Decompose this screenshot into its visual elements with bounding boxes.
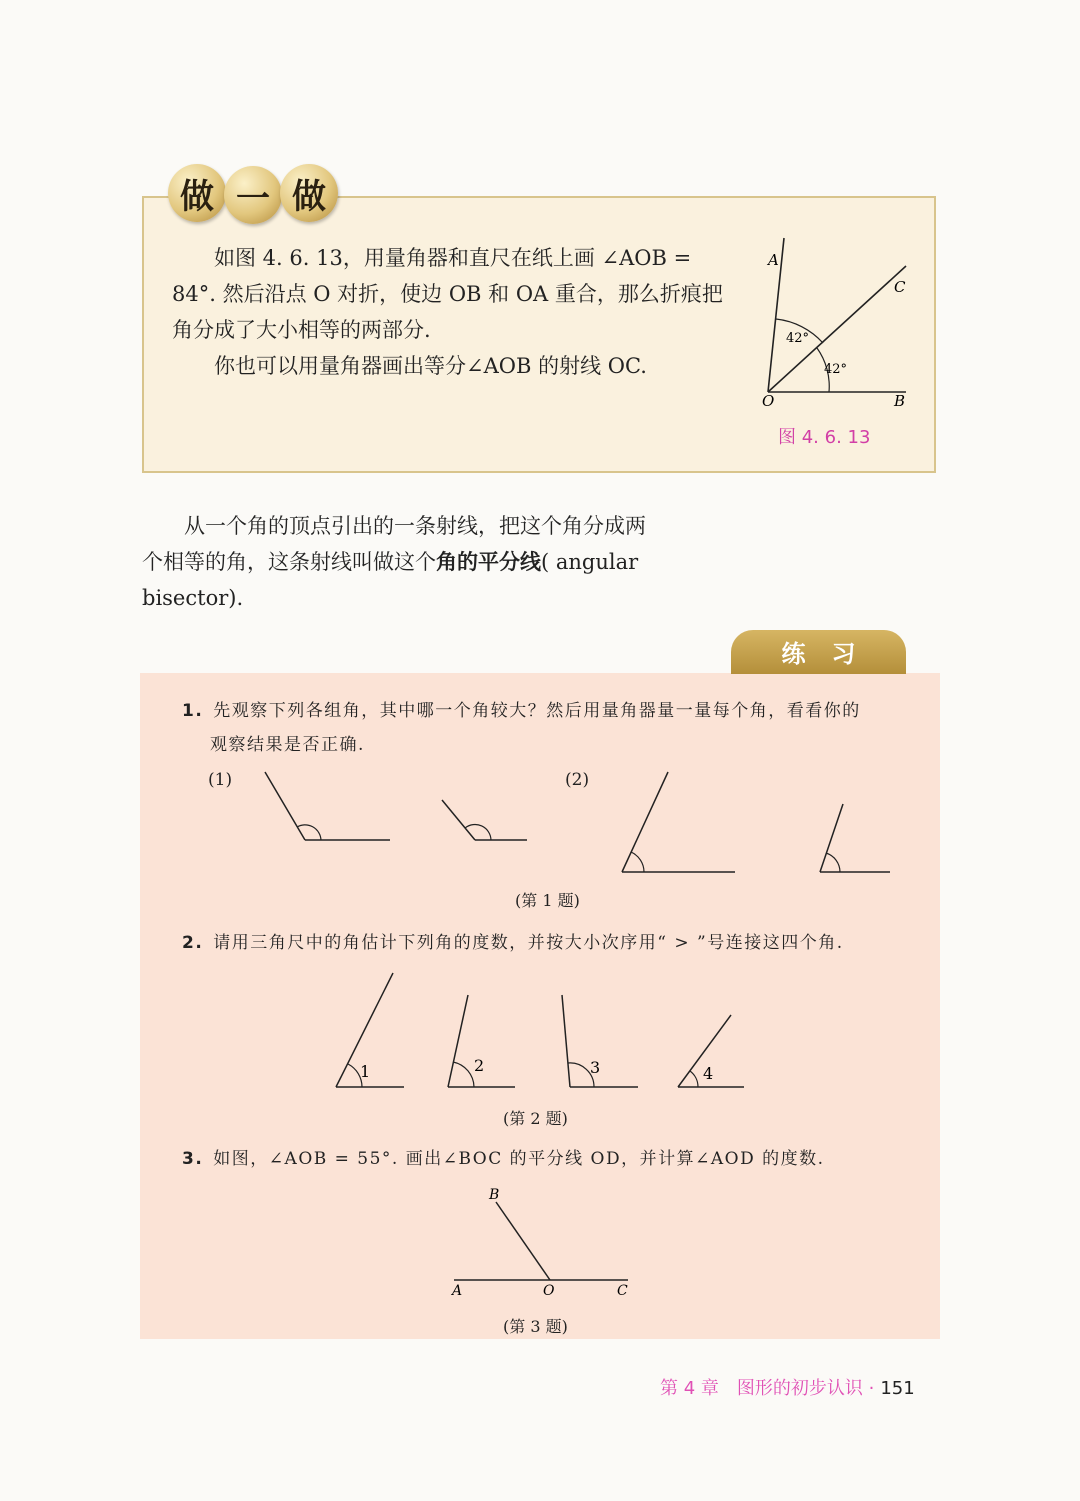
figure-4-6-13 bbox=[750, 230, 930, 420]
fig-label-o: O bbox=[762, 392, 775, 410]
q3-label-o: O bbox=[543, 1283, 555, 1299]
footer-chapter: 第 4 章 图形的初步认识 · bbox=[660, 1378, 875, 1399]
question-1-line-1 bbox=[182, 694, 861, 728]
activity-line-2: 84°. 然后沿点 O 对折，使边 OB 和 OA 重合，那么折痕把 bbox=[172, 282, 723, 306]
practice-tab: 练习 bbox=[731, 630, 906, 674]
activity-line-4: 你也可以用量角器画出等分∠AOB 的射线 OC. bbox=[214, 354, 647, 378]
q3-figure bbox=[440, 1182, 640, 1300]
q1-sub-label-1: (1) bbox=[208, 770, 233, 790]
activity-text bbox=[172, 240, 742, 384]
fig-label-c: C bbox=[894, 278, 906, 296]
question-3 bbox=[182, 1142, 825, 1176]
definition-english: ( angular bbox=[541, 550, 639, 574]
figure-caption: 图 4. 6. 13 bbox=[778, 427, 871, 448]
question-1-number: 1. bbox=[182, 701, 204, 721]
fig-angle-top: 42° bbox=[786, 331, 810, 346]
definition-text-span: 个相等的角，这条射线叫做这个 bbox=[142, 550, 436, 574]
definition-term: 角的平分线 bbox=[436, 550, 541, 574]
q2-label-2: 2 bbox=[474, 1056, 485, 1075]
question-3-number: 3. bbox=[182, 1149, 204, 1169]
question-2-text: 请用三角尺中的角估计下列角的度数，并按大小次序用“ > ”号连接这四个角. bbox=[213, 933, 844, 953]
badge-char-1: 做 bbox=[168, 164, 226, 222]
definition-text bbox=[142, 508, 717, 616]
q2-caption: (第 2 题) bbox=[503, 1109, 568, 1128]
q3-label-a: A bbox=[452, 1283, 463, 1299]
question-1-line-2: 观察结果是否正确. bbox=[210, 735, 365, 755]
fig-angle-bottom: 42° bbox=[824, 362, 848, 377]
q1-figures bbox=[250, 760, 910, 885]
q2-label-1: 1 bbox=[360, 1062, 371, 1081]
definition-line-1: 从一个角的顶点引出的一条射线，把这个角分成两 bbox=[184, 514, 646, 538]
q2-figures bbox=[330, 965, 750, 1095]
question-1 bbox=[182, 694, 861, 762]
page-number: 151 bbox=[880, 1378, 915, 1399]
q1-sub-label-2: (2) bbox=[565, 770, 590, 790]
badge-char-2: 一 bbox=[224, 166, 282, 224]
q3-label-c: C bbox=[617, 1283, 628, 1299]
badge-char-3: 做 bbox=[280, 164, 338, 222]
q2-label-4: 4 bbox=[703, 1064, 714, 1083]
definition-line-2 bbox=[142, 544, 717, 580]
activity-line-1: 如图 4. 6. 13，用量角器和直尺在纸上画 ∠AOB = bbox=[214, 246, 692, 270]
question-1-text: 先观察下列各组角，其中哪一个角较大？然后用量角器量一量每个角，看看你的 bbox=[213, 701, 861, 721]
question-2-number: 2. bbox=[182, 933, 204, 953]
q2-label-3: 3 bbox=[590, 1058, 601, 1077]
question-2 bbox=[182, 926, 844, 960]
q1-caption: (第 1 题) bbox=[515, 891, 580, 910]
definition-line-3: bisector). bbox=[142, 586, 244, 610]
fig-label-b: B bbox=[894, 392, 906, 410]
question-3-text: 如图，∠AOB = 55°. 画出∠BOC 的平分线 OD，并计算∠AOD 的度数. bbox=[213, 1149, 825, 1169]
activity-line-3: 角分成了大小相等的两部分. bbox=[172, 318, 431, 342]
page-footer bbox=[660, 1374, 915, 1400]
q3-caption: (第 3 题) bbox=[503, 1317, 568, 1336]
fig-label-a: A bbox=[768, 251, 779, 269]
q3-label-b: B bbox=[489, 1187, 500, 1203]
